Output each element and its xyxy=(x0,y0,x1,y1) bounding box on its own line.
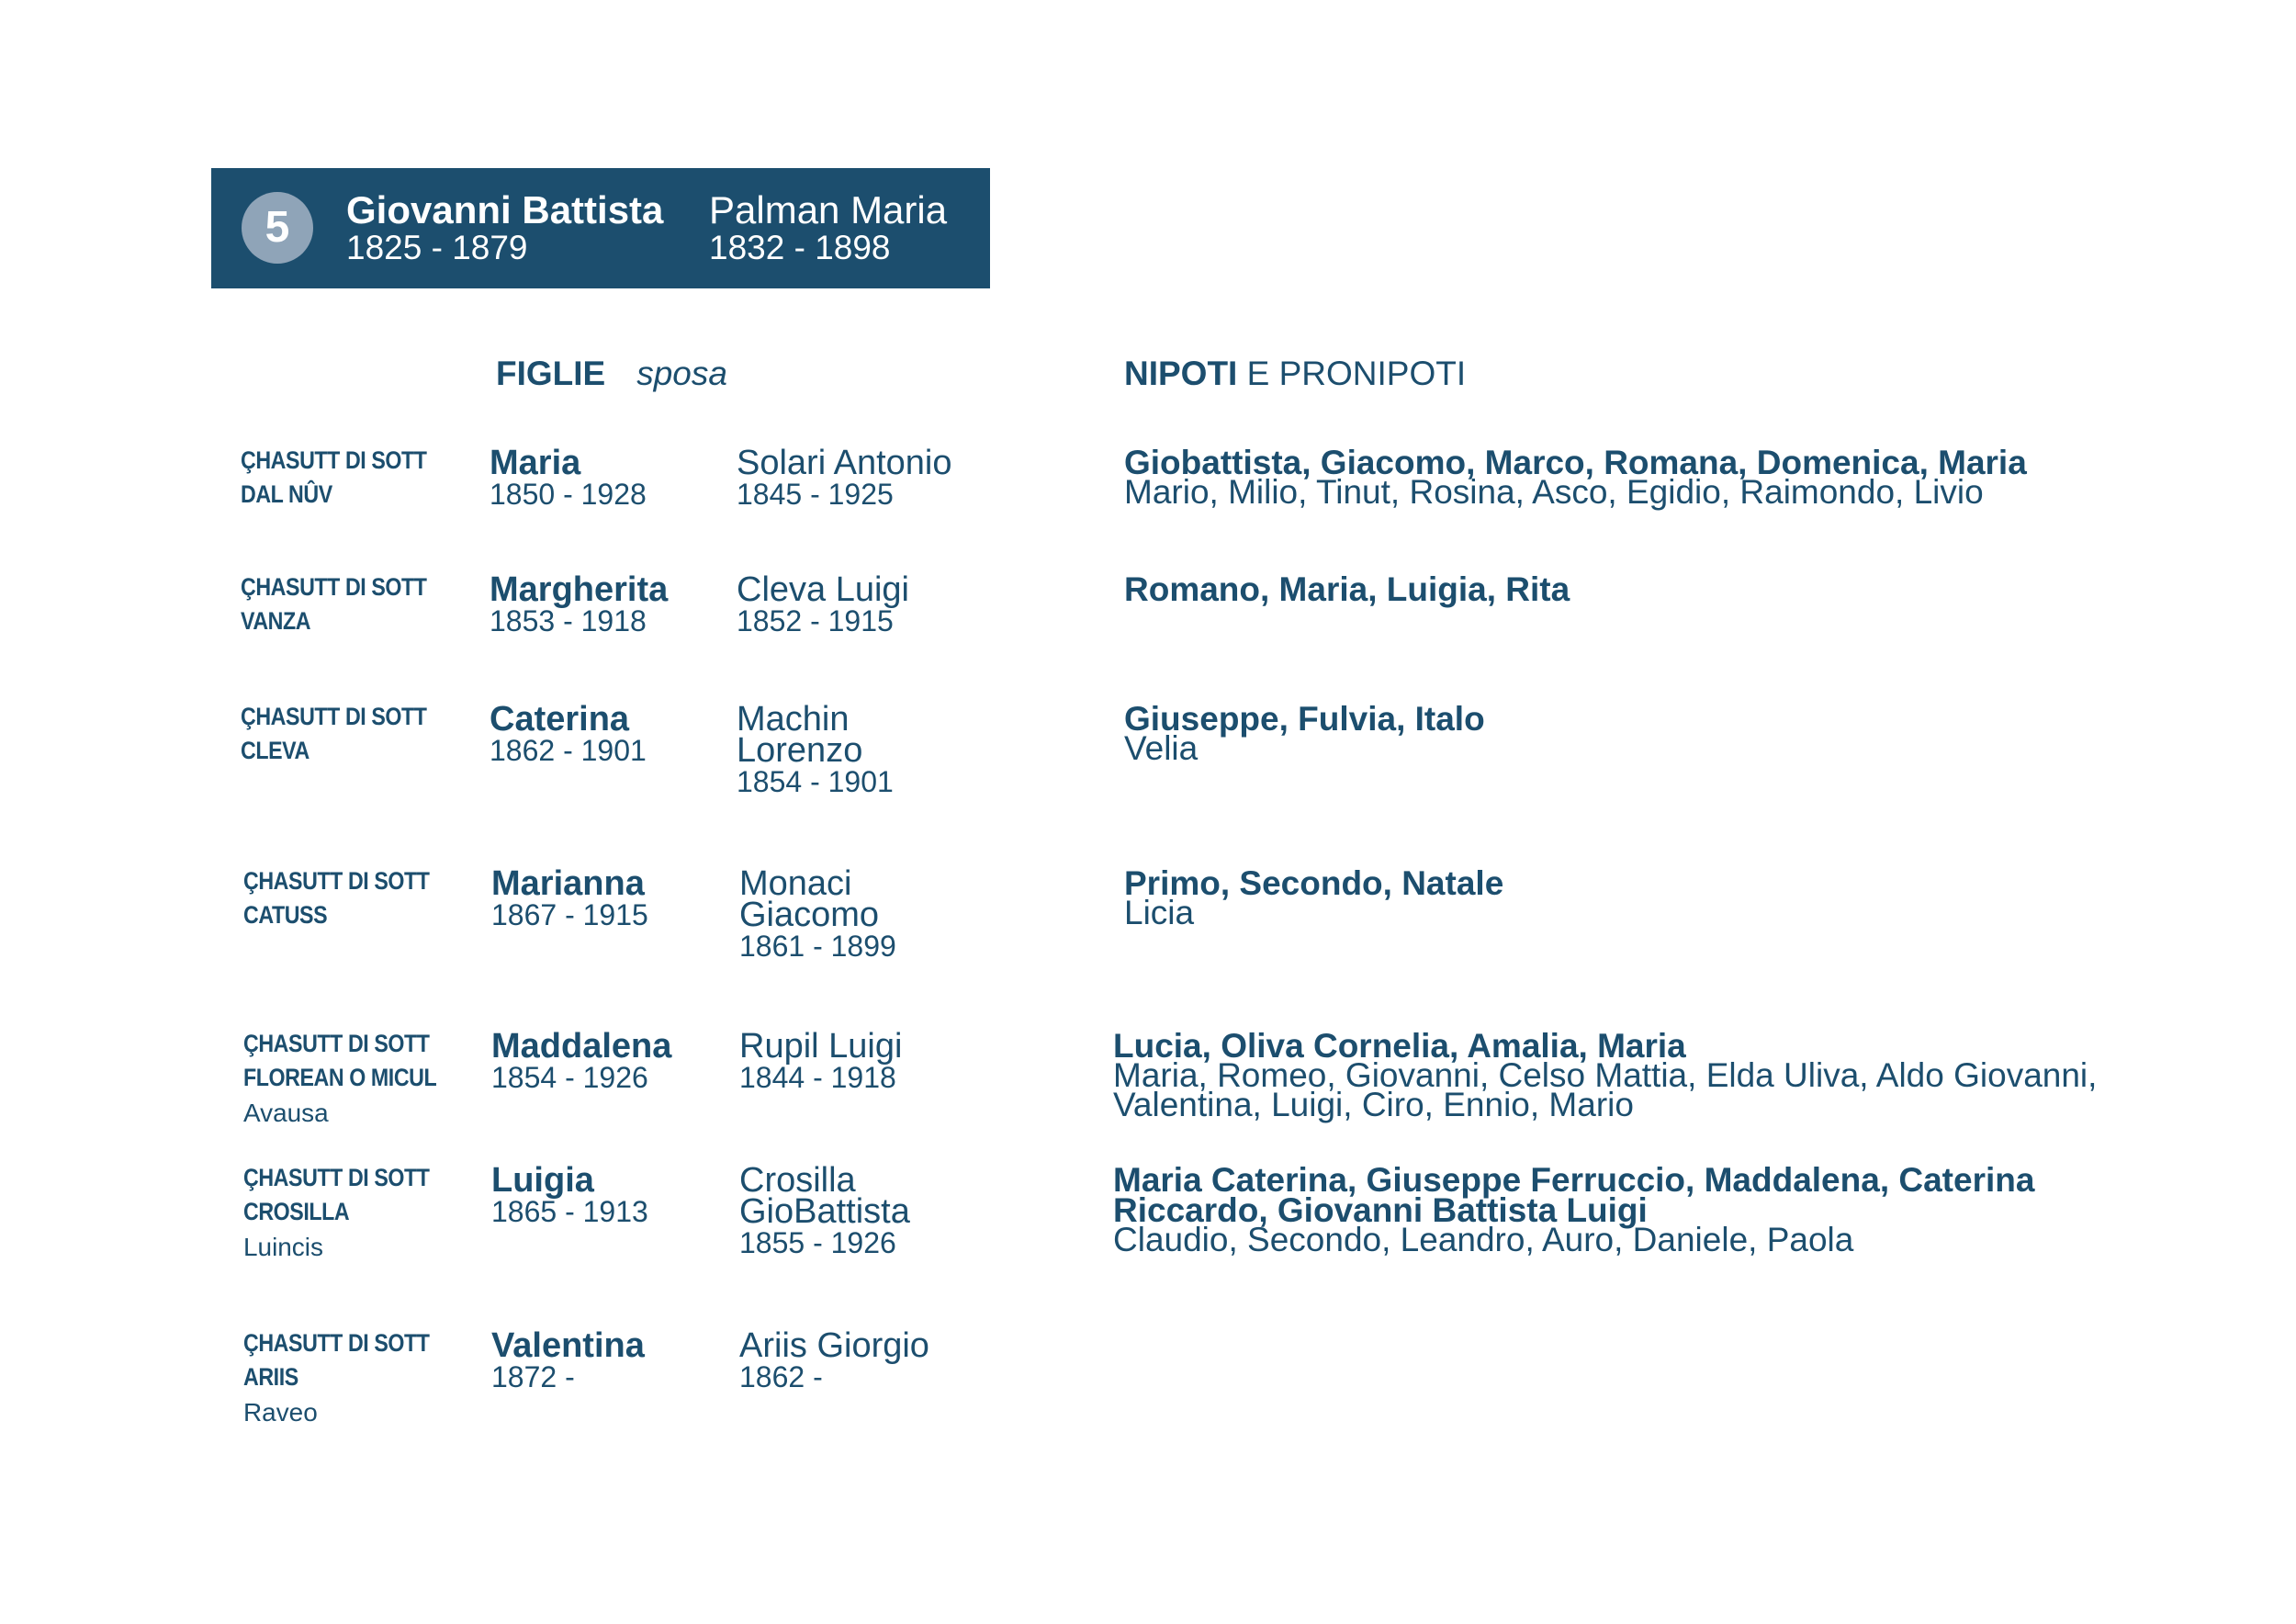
great-grandchildren-line: Licia xyxy=(1124,894,1195,931)
spouse-name-line: Machin xyxy=(737,700,850,739)
house-name xyxy=(243,1027,436,1132)
daughter-name: Margherita xyxy=(490,570,669,609)
daughter-entry xyxy=(491,1326,645,1393)
daughter-name: Maria xyxy=(490,444,581,482)
daughter-name: Luigia xyxy=(491,1161,594,1200)
house-name xyxy=(243,864,430,932)
nipoti-label: NIPOTI xyxy=(1124,355,1238,392)
spouse-name-line: Ariis Giorgio xyxy=(739,1326,929,1365)
village-name: Luincis xyxy=(243,1233,323,1261)
daughters-heading xyxy=(496,354,727,394)
daughter-dates: 1862 - 1901 xyxy=(490,734,647,767)
house-name-line: ÇHASUTT DI SOTT xyxy=(243,1030,430,1057)
house-name xyxy=(241,700,427,768)
spouse-entry xyxy=(739,864,896,963)
grandchildren-line: Riccardo, Giovanni Battista Luigi xyxy=(1113,1191,1648,1229)
grandchildren-line: Giuseppe, Fulvia, Italo xyxy=(1124,700,1485,738)
spouse-entry xyxy=(737,444,952,511)
great-grandchildren-line: Mario, Milio, Tinut, Rosina, Asco, Egidio, Raimondo, Livio xyxy=(1124,473,1984,511)
great-grandchildren-line: Claudio, Secondo, Leandro, Auro, Daniele, Paola xyxy=(1113,1221,1854,1258)
spouse-entry xyxy=(739,1161,910,1259)
spouse-dates: 1854 - 1901 xyxy=(737,765,894,798)
daughter-name: Maddalena xyxy=(491,1027,672,1066)
descendants-entry xyxy=(1113,1027,2098,1123)
spouse-name-line: Giacomo xyxy=(739,896,880,934)
daughter-dates: 1854 - 1926 xyxy=(491,1061,648,1094)
house-name-line: CATUSS xyxy=(243,901,328,929)
descendants-entry xyxy=(1124,864,1504,931)
village-name: Raveo xyxy=(243,1398,318,1427)
house-name xyxy=(241,444,427,512)
wife-name: Palman Maria xyxy=(709,188,948,231)
daughter-dates: 1850 - 1928 xyxy=(490,478,647,511)
grandchildren-line: Primo, Secondo, Natale xyxy=(1124,864,1504,902)
spouse-entry xyxy=(737,700,894,798)
house-name xyxy=(243,1326,430,1431)
daughter-name: Marianna xyxy=(491,864,645,903)
house-name-line: VANZA xyxy=(241,607,311,635)
sposa-label: sposa xyxy=(636,355,727,392)
descendants-entry xyxy=(1124,570,1570,608)
spouse-entry xyxy=(739,1326,929,1393)
spouse-dates: 1845 - 1925 xyxy=(737,478,894,511)
daughter-name: Caterina xyxy=(490,700,630,739)
daughter-entry xyxy=(490,444,647,511)
daughter-dates: 1853 - 1918 xyxy=(490,604,647,637)
house-name-line: ÇHASUTT DI SOTT xyxy=(243,1329,430,1357)
house-name xyxy=(243,1161,430,1266)
husband-block xyxy=(346,190,663,265)
spouse-name-line: Crosilla xyxy=(739,1161,856,1200)
grandchildren-heading xyxy=(1124,354,1466,394)
family-header-banner xyxy=(211,168,990,288)
daughter-entry xyxy=(491,864,648,931)
spouse-name-line: GioBattista xyxy=(739,1192,910,1231)
spouse-name-line: Monaci xyxy=(739,864,852,903)
house-name xyxy=(241,570,427,638)
daughter-entry xyxy=(491,1161,648,1228)
house-name-line: ÇHASUTT DI SOTT xyxy=(241,446,427,474)
family-number-badge: 5 xyxy=(242,192,313,264)
spouse-dates: 1852 - 1915 xyxy=(737,604,894,637)
grandchildren-line: Maria Caterina, Giuseppe Ferruccio, Maddalena, Caterina xyxy=(1113,1161,2035,1199)
descendants-entry xyxy=(1113,1161,2035,1258)
village-name: Avausa xyxy=(243,1099,329,1127)
spouse-name-line: Rupil Luigi xyxy=(739,1027,903,1066)
grandchildren-line: Giobattista, Giacomo, Marco, Romana, Domenica, Maria xyxy=(1124,444,2027,481)
house-name-line: DAL NÛV xyxy=(241,480,332,508)
grandchildren-line: Romano, Maria, Luigia, Rita xyxy=(1124,570,1570,608)
husband-dates: 1825 - 1879 xyxy=(346,229,528,266)
figlie-label: FIGLIE xyxy=(496,355,606,392)
spouse-name-line: Lorenzo xyxy=(737,731,863,770)
great-grandchildren-line: Valentina, Luigi, Ciro, Ennio, Mario xyxy=(1113,1086,1634,1123)
pronipoti-label: E PRONIPOTI xyxy=(1237,355,1467,392)
daughter-entry xyxy=(490,700,647,767)
spouse-dates: 1855 - 1926 xyxy=(739,1226,896,1259)
great-grandchildren-line: Maria, Romeo, Giovanni, Celso Mattia, Elda Uliva, Aldo Giovanni, xyxy=(1113,1056,2098,1094)
daughter-name: Valentina xyxy=(491,1326,645,1365)
house-name-line: ÇHASUTT DI SOTT xyxy=(241,703,427,730)
wife-dates: 1832 - 1898 xyxy=(709,229,891,266)
daughter-dates: 1872 - xyxy=(491,1360,575,1393)
house-name-line: CROSILLA xyxy=(243,1198,350,1225)
daughter-entry xyxy=(490,570,669,637)
descendants-entry xyxy=(1124,700,1485,767)
spouse-dates: 1862 - xyxy=(739,1360,823,1393)
spouse-dates: 1844 - 1918 xyxy=(739,1061,896,1094)
daughter-dates: 1865 - 1913 xyxy=(491,1195,648,1228)
house-name-line: ÇHASUTT DI SOTT xyxy=(243,867,430,895)
house-name-line: CLEVA xyxy=(241,737,310,764)
grandchildren-line: Lucia, Oliva Cornelia, Amalia, Maria xyxy=(1113,1027,1686,1065)
house-name-line: ÇHASUTT DI SOTT xyxy=(241,573,427,601)
daughter-dates: 1867 - 1915 xyxy=(491,898,648,931)
spouse-dates: 1861 - 1899 xyxy=(739,930,896,963)
spouse-name-line: Solari Antonio xyxy=(737,444,952,482)
spouse-name-line: Cleva Luigi xyxy=(737,570,909,609)
house-name-line: FLOREAN O MICUL xyxy=(243,1064,437,1091)
spouse-entry xyxy=(737,570,909,637)
house-name-line: ARIIS xyxy=(243,1363,298,1391)
great-grandchildren-line: Velia xyxy=(1124,729,1199,767)
spouse-entry xyxy=(739,1027,903,1094)
house-name-line: ÇHASUTT DI SOTT xyxy=(243,1164,430,1191)
descendants-entry xyxy=(1124,444,2027,511)
husband-name: Giovanni Battista xyxy=(346,188,664,231)
daughter-entry xyxy=(491,1027,672,1094)
wife-block xyxy=(709,190,947,265)
